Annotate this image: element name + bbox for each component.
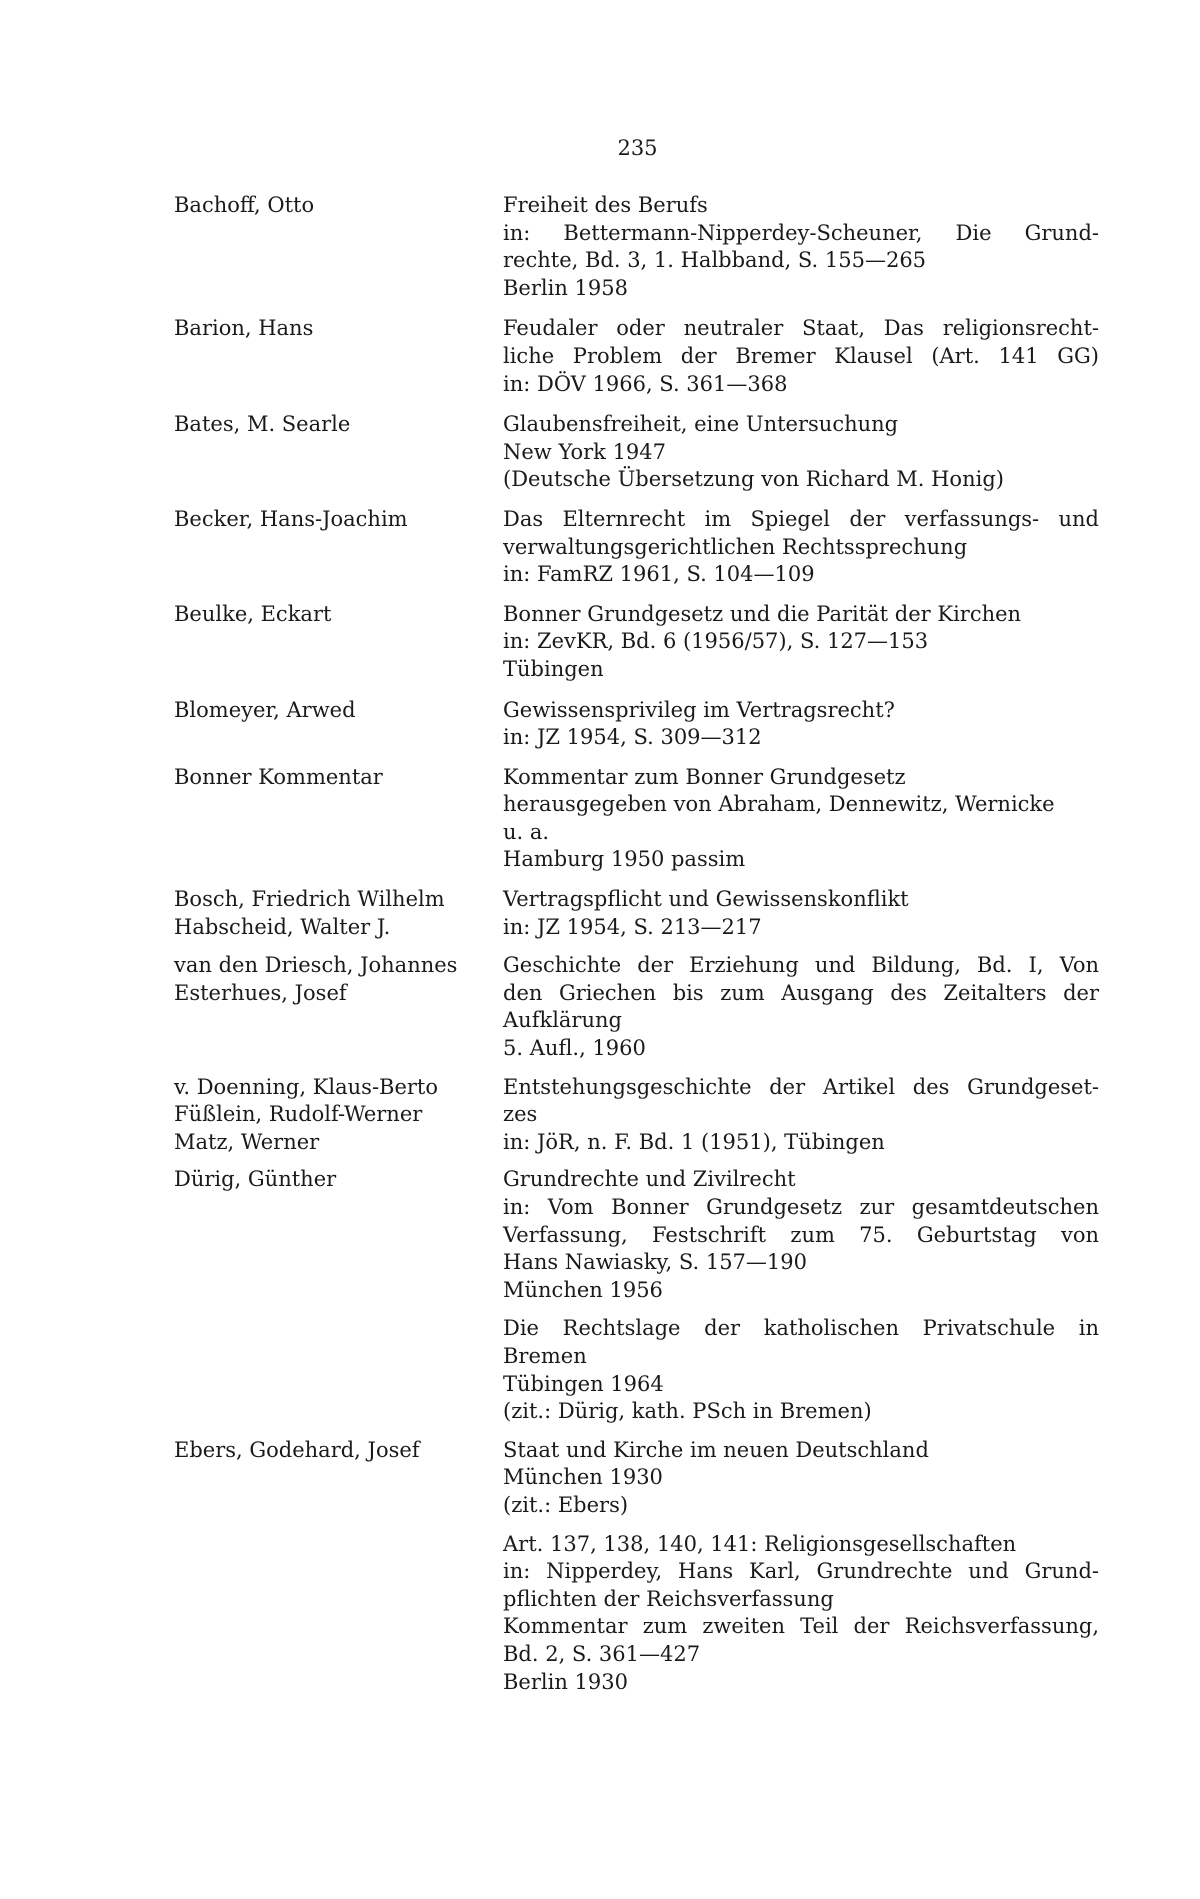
author-name: Bates, M. Searle: [174, 412, 351, 437]
entry-authors: [174, 315, 484, 343]
citation-line: (zit.: Dürig, kath. PSch in Bremen): [503, 1399, 872, 1424]
bibliography-entry: [0, 1166, 1200, 1425]
citation-line: Berlin 1958: [503, 275, 628, 300]
citation-line: verwaltungsgerichtlichen Rechtssprechung: [503, 534, 968, 559]
entry-authors: [174, 764, 484, 792]
work-citation: [503, 1531, 1099, 1697]
bibliography-entry: [0, 697, 1200, 752]
entry-authors: [174, 506, 484, 534]
citation-line: Staat und Kirche im neuen Deutschland: [503, 1437, 929, 1462]
entry-works: [503, 601, 1099, 684]
work-citation: [503, 411, 1099, 494]
entry-works: [503, 697, 1099, 752]
work-citation: [503, 601, 1099, 684]
citation-line: (zit.: Ebers): [503, 1492, 629, 1517]
citation-line: München 1930: [503, 1465, 663, 1490]
author-name: Bosch, Friedrich Wilhelm: [174, 887, 445, 912]
citation-line: Verfassung, Festschrift zum 75. Geburtstag von: [503, 1222, 1099, 1247]
citation-line: Bd. 2, S. 361—427: [503, 1641, 701, 1666]
citation-line: Tübingen 1964: [503, 1371, 664, 1396]
work-citation: [503, 886, 1099, 941]
work-citation: [503, 1437, 1099, 1520]
citation-line: u. a.: [503, 819, 550, 844]
bibliography-entry: [0, 952, 1200, 1062]
citation-line: Die Rechtslage der katholischen Privatschule in: [503, 1316, 1099, 1341]
page-number: 235: [617, 136, 658, 160]
citation-line: in: JZ 1954, S. 213—217: [503, 914, 762, 939]
entry-works: [503, 192, 1099, 302]
bibliography-entry: [0, 315, 1200, 398]
citation-line: in: JZ 1954, S. 309—312: [503, 725, 762, 750]
author-name: Esterhues, Josef: [174, 980, 347, 1005]
bibliography-entry: [0, 1437, 1200, 1696]
entry-works: [503, 1074, 1099, 1157]
bibliography-entry: [0, 192, 1200, 302]
author-name: van den Driesch, Johannes: [174, 953, 458, 978]
citation-line: Hans Nawiasky, S. 157—190: [503, 1250, 807, 1275]
work-citation: [503, 1315, 1099, 1425]
work-citation: [503, 192, 1099, 302]
author-name: Ebers, Godehard, Josef: [174, 1437, 420, 1462]
author-name: Becker, Hans-Joachim: [174, 506, 408, 531]
entry-works: [503, 952, 1099, 1062]
work-citation: [503, 952, 1099, 1062]
author-name: v. Doenning, Klaus-Berto: [174, 1074, 439, 1099]
author-name: Bachoff, Otto: [174, 193, 315, 217]
entry-authors: [174, 411, 484, 439]
entry-authors: [174, 1166, 484, 1194]
citation-line: in: Nipperdey, Hans Karl, Grundrechte und Grund-: [503, 1559, 1099, 1584]
citation-line: München 1956: [503, 1277, 663, 1302]
citation-line: Vertragspflicht und Gewissenskonflikt: [503, 887, 909, 912]
entry-authors: [174, 697, 484, 725]
citation-line: Freiheit des Berufs: [503, 193, 708, 217]
work-citation: [503, 506, 1099, 589]
entry-works: [503, 411, 1099, 494]
entry-works: [503, 1166, 1099, 1425]
entry-authors: [174, 1437, 484, 1465]
citation-line: den Griechen bis zum Ausgang des Zeitalters der: [503, 980, 1099, 1005]
citation-line: liche Problem der Bremer Klausel (Art. 141 GG): [503, 343, 1099, 368]
citation-line: Kommentar zum zweiten Teil der Reichsverfassung,: [503, 1614, 1099, 1639]
citation-line: in: ZevKR, Bd. 6 (1956/57), S. 127—153: [503, 629, 929, 654]
citation-line: Bremen: [503, 1343, 587, 1368]
entry-authors: [174, 886, 484, 941]
citation-line: in: DÖV 1966, S. 361—368: [503, 371, 788, 396]
author-name: Matz, Werner: [174, 1129, 320, 1154]
citation-line: Aufklärung: [503, 1008, 622, 1033]
work-citation: [503, 315, 1099, 398]
author-name: Füßlein, Rudolf-Werner: [174, 1102, 423, 1127]
citation-line: Bonner Grundgesetz und die Parität der Kirchen: [503, 601, 1022, 626]
citation-line: in: JöR, n. F. Bd. 1 (1951), Tübingen: [503, 1129, 885, 1154]
bibliography-entry: [0, 886, 1200, 941]
entry-works: [503, 886, 1099, 941]
citation-line: Art. 137, 138, 140, 141: Religionsgesellschaften: [503, 1531, 1017, 1556]
citation-line: (Deutsche Übersetzung von Richard M. Honig): [503, 467, 1004, 492]
citation-line: in: FamRZ 1961, S. 104—109: [503, 562, 815, 587]
citation-line: in: Bettermann-Nipperdey-Scheuner, Die Grund-: [503, 220, 1099, 245]
entry-authors: [174, 192, 484, 220]
citation-line: New York 1947: [503, 439, 667, 464]
bibliography-entry: [0, 1074, 1200, 1157]
work-citation: [503, 697, 1099, 752]
citation-line: zes: [503, 1102, 538, 1127]
citation-line: Grundrechte und Zivilrecht: [503, 1167, 796, 1192]
citation-line: Gewissensprivileg im Vertragsrecht?: [503, 697, 895, 722]
citation-line: Berlin 1930: [503, 1669, 628, 1694]
citation-line: Entstehungsgeschichte der Artikel des Grundgeset-: [503, 1074, 1099, 1099]
author-name: Beulke, Eckart: [174, 601, 332, 626]
citation-line: 5. Aufl., 1960: [503, 1036, 646, 1061]
entry-authors: [174, 952, 484, 1007]
entry-works: [503, 506, 1099, 589]
author-name: Barion, Hans: [174, 316, 314, 341]
citation-line: Hamburg 1950 passim: [503, 847, 746, 872]
citation-line: Glaubensfreiheit, eine Untersuchung: [503, 412, 899, 437]
citation-line: Das Elternrecht im Spiegel der verfassungs- und: [503, 506, 1099, 531]
citation-line: Tübingen: [503, 656, 604, 681]
author-name: Habscheid, Walter J.: [174, 914, 391, 939]
work-citation: [503, 1166, 1099, 1304]
bibliography-entry: [0, 601, 1200, 684]
citation-line: pflichten der Reichsverfassung: [503, 1586, 834, 1611]
bibliography-entry: [0, 411, 1200, 494]
entry-works: [503, 315, 1099, 398]
citation-line: Feudaler oder neutraler Staat, Das religionsrecht-: [503, 316, 1099, 341]
citation-line: herausgegeben von Abraham, Dennewitz, Wernicke: [503, 792, 1055, 817]
entry-authors: [174, 1074, 484, 1157]
citation-line: Kommentar zum Bonner Grundgesetz: [503, 764, 906, 789]
work-citation: [503, 1074, 1099, 1157]
bibliography-entry: [0, 506, 1200, 589]
entry-authors: [174, 601, 484, 629]
author-name: Blomeyer, Arwed: [174, 697, 356, 722]
citation-line: rechte, Bd. 3, 1. Halbband, S. 155—265: [503, 248, 927, 273]
entry-works: [503, 1437, 1099, 1696]
author-name: Dürig, Günther: [174, 1167, 337, 1192]
citation-line: Geschichte der Erziehung und Bildung, Bd. I, Von: [503, 953, 1099, 978]
citation-line: in: Vom Bonner Grundgesetz zur gesamtdeutschen: [503, 1195, 1099, 1219]
author-name: Bonner Kommentar: [174, 764, 383, 789]
bibliography-list: [0, 192, 1200, 1696]
bibliography-entry: [0, 764, 1200, 874]
entry-works: [503, 764, 1099, 874]
work-citation: [503, 764, 1099, 874]
